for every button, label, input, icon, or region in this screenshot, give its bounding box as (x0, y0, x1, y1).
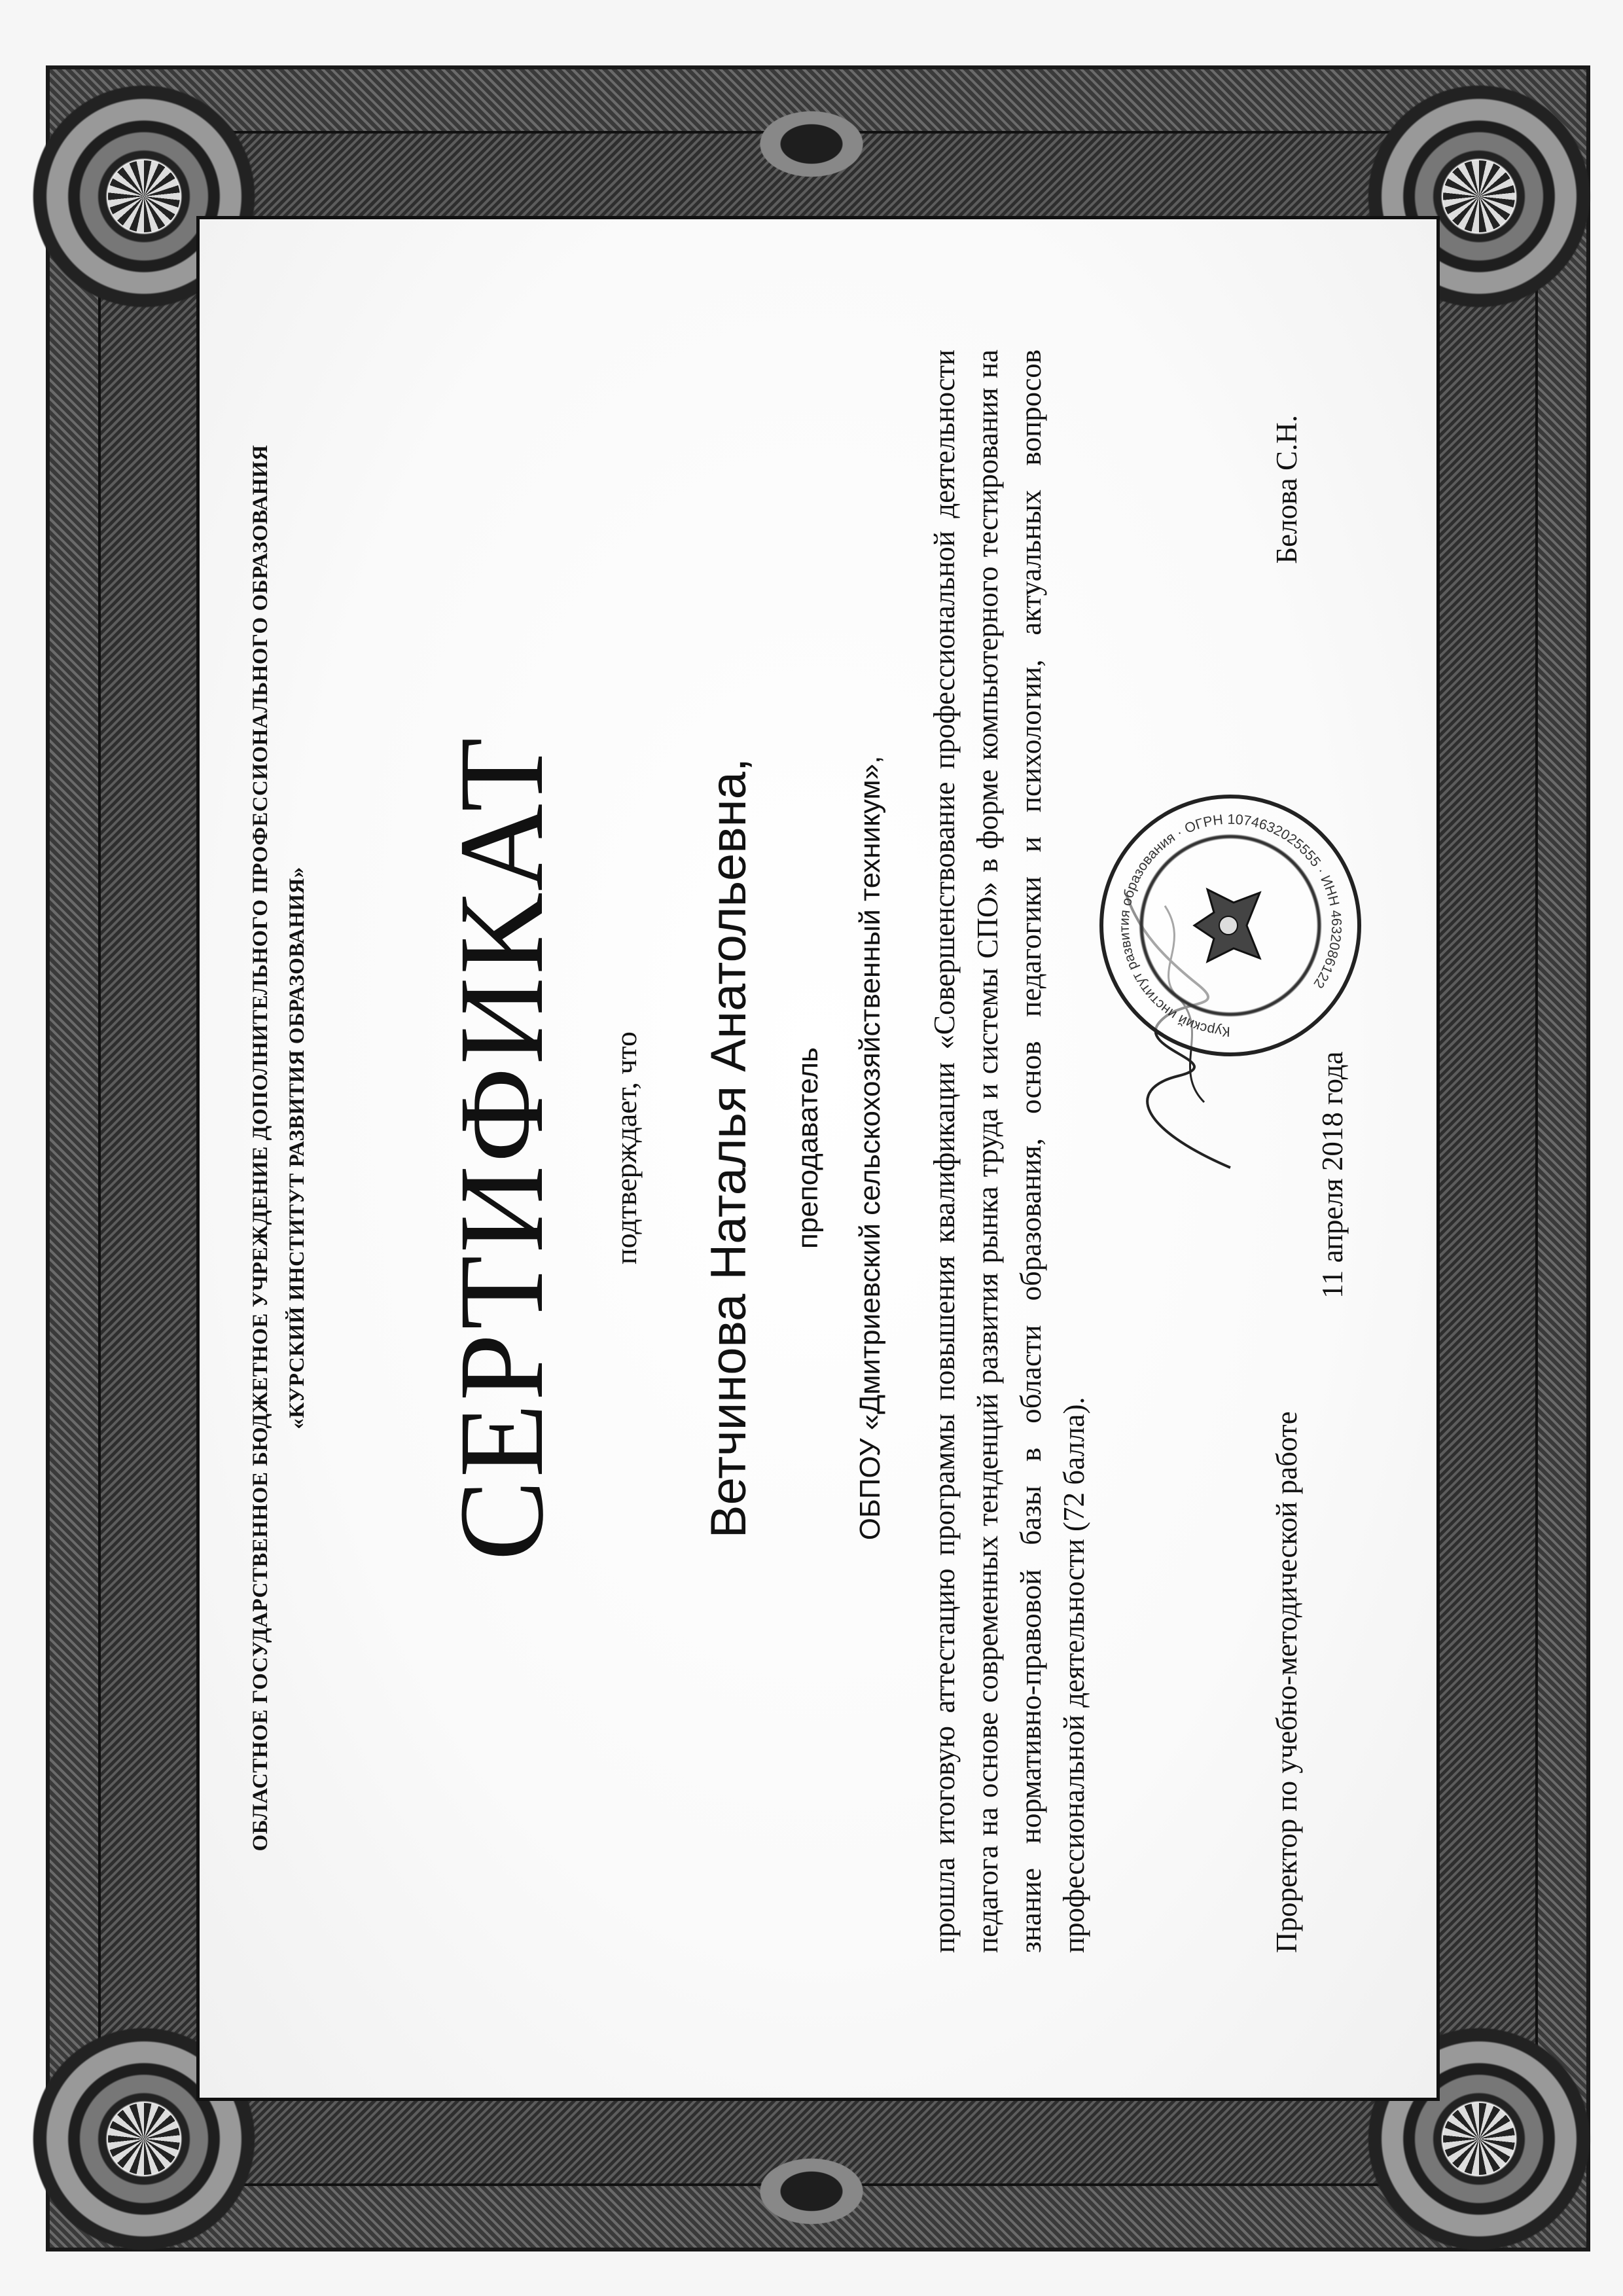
official-seal (1099, 795, 1361, 1056)
double-headed-eagle-icon (1181, 876, 1279, 975)
organization-name: ОБЛАСТНОЕ ГОСУДАРСТВЕННОЕ БЮДЖЕТНОЕ УЧРЕЖДЕНИЕ ДОПОЛНИТЕЛЬНОГО ПРОФЕССИОНАЛЬНОГО ОБРАЗОВАНИЯ (249, 444, 272, 1852)
signer-title: Проректор по учебно-методической работе (1270, 1411, 1303, 1953)
institute-name: «КУРСКИЙ ИНСТИТУТ РАЗВИТИЯ ОБРАЗОВАНИЯ» (285, 867, 309, 1429)
certificate-body: прошла итоговую аттестацию программы повышения квалификации «Совершенствование профессиональной деятельности педагога на основе современных тенденций развития рынка труда и системы СПО» в форме компьютерного тестирования на знание нормативно-правовой базы в области образования, основ педагогики и психологии, актуальных вопросов профессиональной деятельности (72 балла). (928, 350, 1090, 1953)
bottom-center-ornament-icon (740, 2145, 883, 2237)
recipient-institution: ОБПОУ «Дмитриевский сельскохозяйственный техникум», (854, 755, 886, 1541)
seal-text: Курский институт развития образования · ОГРН 1074632025555 · ИНН 4632086122 (1116, 811, 1345, 1040)
confirms-text: подтверждает, что (609, 1031, 643, 1265)
recipient-name: Ветчинова Наталья Анатольевна, (701, 757, 757, 1539)
certificate-content (229, 245, 1394, 2051)
certificate-title: СЕРТИФИКАТ (435, 735, 569, 1561)
recipient-position: преподаватель (792, 1047, 824, 1249)
issue-date: 11 апреля 2018 года (1316, 1051, 1349, 1299)
top-center-ornament-icon (740, 98, 883, 190)
signer-name: Белова С.Н. (1270, 415, 1303, 564)
